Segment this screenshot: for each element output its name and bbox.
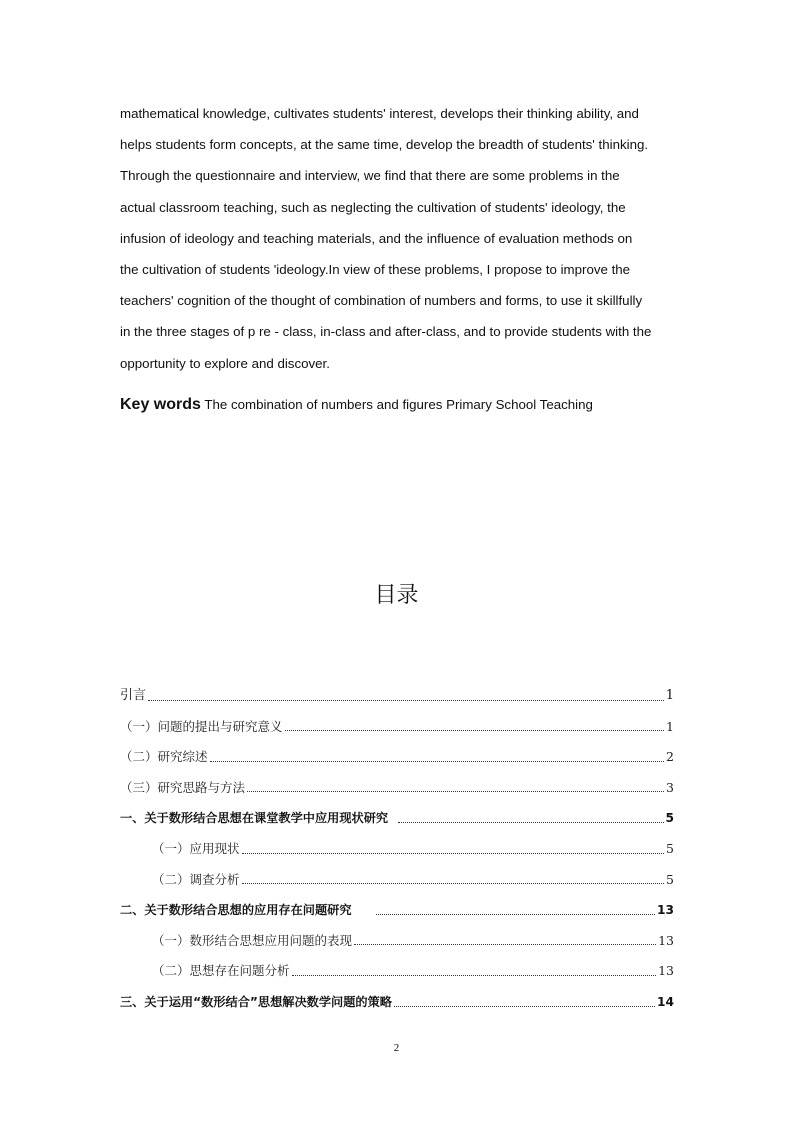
abstract-line: teachers' cognition of the thought of combination of numbers and forms, to use it skillfully <box>120 293 643 309</box>
toc-leader-dots <box>148 700 664 701</box>
toc-leader-dots <box>247 791 664 792</box>
keywords-text: The combination of numbers and figures Primary School Teaching <box>200 397 593 412</box>
toc-entry-page: 1 <box>665 688 674 703</box>
abstract-line: mathematical knowledge, cultivates students' interest, develops their thinking ability, and <box>120 106 639 121</box>
toc-entry[interactable] <box>120 956 674 987</box>
toc-entry[interactable] <box>120 865 674 896</box>
toc-entry-page: 13 <box>657 903 674 918</box>
toc-entry-page: 3 <box>666 779 674 795</box>
toc-entry-title: 引言 <box>120 688 147 703</box>
toc-leader-dots <box>210 761 665 762</box>
keywords-label: Key words <box>120 396 201 413</box>
toc-entry[interactable] <box>120 803 674 834</box>
toc-entry[interactable] <box>120 987 674 1018</box>
toc-entry-title: （二）调查分析 <box>152 871 240 887</box>
abstract-line: actual classroom teaching, such as neglecting the cultivation of students' ideology, the <box>120 199 626 215</box>
toc-entry-title: 一、关于数形结合思想在课堂教学中应用现状研究 <box>120 811 389 826</box>
abstract-line: infusion of ideology and teaching materials, and the influence of evaluation methods on <box>120 230 633 246</box>
toc-entry-page: 1 <box>666 718 674 734</box>
abstract-line: the cultivation of students 'ideology.In view of these problems, I propose to improve the <box>120 261 631 277</box>
toc-leader-dots <box>354 944 656 945</box>
toc-entry-title: （一）应用现状 <box>152 840 240 856</box>
abstract-line: Through the questionnaire and interview, we find that there are some problems in the <box>120 168 620 184</box>
toc-entry[interactable] <box>120 742 674 773</box>
toc-entry[interactable] <box>120 834 674 865</box>
toc-leader-dots <box>242 883 665 884</box>
toc-entry-title: （二）思想存在问题分析 <box>152 963 290 979</box>
abstract-line: opportunity to explore and discover. <box>120 355 330 371</box>
toc-entry-page: 2 <box>666 749 674 765</box>
toc-title: 目录 <box>374 583 419 608</box>
toc-entry-page: 14 <box>657 994 674 1009</box>
toc-entry-page: 5 <box>665 811 674 826</box>
abstract-line: in the three stages of p re - class, in-class and after-class, and to provide students with the <box>120 324 652 340</box>
toc-leader-dots <box>292 975 657 976</box>
toc-entry-title: 二、关于数形结合思想的应用存在问题研究 <box>120 903 352 918</box>
toc-entry-title: （一）数形结合思想应用问题的表现 <box>152 932 353 948</box>
toc-entry[interactable] <box>120 895 674 926</box>
toc-entry-page: 5 <box>666 840 674 856</box>
toc-entry-page: 5 <box>666 871 674 887</box>
table-of-contents <box>120 681 674 1018</box>
toc-entry-title: 三、关于运用“数形结合”思想解决数学问题的策略 <box>120 994 392 1009</box>
toc-leader-dots <box>394 1006 655 1007</box>
toc-entry[interactable] <box>120 712 674 743</box>
toc-leader-dots <box>376 914 655 915</box>
toc-entry[interactable] <box>120 681 674 712</box>
toc-entry-page: 13 <box>658 963 674 979</box>
toc-leader-dots <box>242 853 665 854</box>
abstract-paragraph <box>120 98 674 379</box>
keywords-line <box>120 396 593 414</box>
toc-leader-dots <box>398 822 663 823</box>
page-number: 2 <box>393 1042 400 1054</box>
toc-entry-title: （二）研究综述 <box>120 749 208 765</box>
toc-entry-title: （三）研究思路与方法 <box>120 779 246 795</box>
toc-entry-page: 13 <box>658 932 674 948</box>
toc-entry[interactable] <box>120 926 674 957</box>
abstract-line: helps students form concepts, at the same time, develop the breadth of students' thinking. <box>120 137 649 153</box>
toc-leader-dots <box>285 730 665 731</box>
toc-entry-title: （一）问题的提出与研究意义 <box>120 718 283 734</box>
toc-entry[interactable] <box>120 773 674 804</box>
